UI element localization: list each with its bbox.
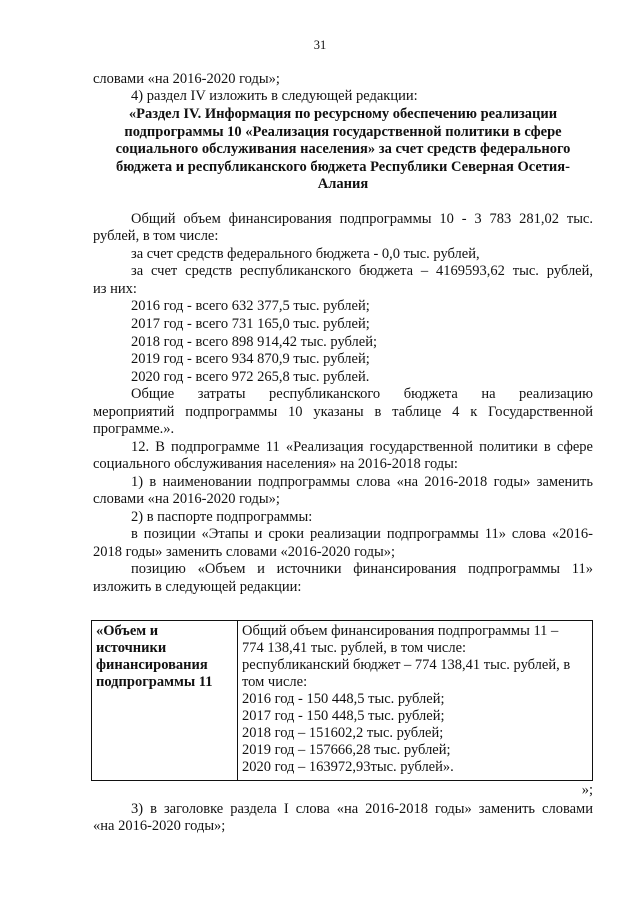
table-closing-quote: »; [581,782,593,798]
table-row [92,621,593,781]
value-line: 2019 год – 157666,28 тыс. рублей; [242,742,451,758]
year-line: 2017 год - всего 731 165,0 тыс. рублей; [131,316,370,332]
section-heading-line: подпрограммы 10 «Реализация государственной политики в сфере [124,124,562,140]
year-line: 2018 год - всего 898 914,42 тыс. рублей; [131,334,378,350]
year-line: 2016 год - всего 632 377,5 тыс. рублей; [131,298,370,314]
table-value-cell [238,621,593,781]
value-line: 774 138,41 тыс. рублей, в том числе: [242,640,467,656]
text-line: позицию «Объем и источники финансирования подпрограммы 11» [131,561,593,577]
value-line: том числе: [242,674,308,690]
financing-table [91,620,593,781]
text-line: из них: [93,281,137,297]
text-line: 2018 годы» заменить словами «2016-2020 годы»; [93,544,396,560]
year-line: 2020 год - всего 972 265,8 тыс. рублей. [131,369,370,385]
value-line: 2016 год - 150 448,5 тыс. рублей; [242,691,445,707]
text-line: изложить в следующей редакции: [93,579,302,595]
section-heading-line: «Раздел IV. Информация по ресурсному обеспечению реализации [128,106,558,122]
table-label-cell [92,621,238,781]
text-line: мероприятий подпрограммы 10 указаны в таблице 4 к Государственной [93,404,593,420]
value-line: 2020 год – 163972,93тыс. рублей». [242,759,454,775]
text-line: 4) раздел IV изложить в следующей редакции: [131,88,418,104]
text-line: социального обслуживания населения» на 2016-2018 годы: [93,456,458,472]
text-line: в позиции «Этапы и сроки реализации подпрограммы 11» слова «2016- [131,526,593,542]
text-line: за счет средств федерального бюджета - 0,0 тыс. рублей, [131,246,480,262]
section-heading-line: бюджета и республиканского бюджета Республики Северная Осетия- [116,159,570,175]
text-line: за счет средств республиканского бюджета – 4169593,62 тыс. рублей, [131,263,593,279]
text-line: «на 2016-2020 годы»; [93,818,226,834]
section-heading-line: социального обслуживания населения» за счет средств федерального [115,141,571,157]
text-line: 2) в паспорте подпрограммы: [131,509,313,525]
text-line: 1) в наименовании подпрограммы слова «на 2016-2018 годы» заменить [131,474,593,490]
label-line: источники [96,640,167,656]
text-line: Общий объем финансирования подпрограммы 10 - 3 783 281,02 тыс. [131,211,593,227]
label-line: подпрограммы 11 [96,674,213,690]
value-line: 2017 год - 150 448,5 тыс. рублей; [242,708,445,724]
text-line: программе.». [93,421,175,437]
section-heading-line: Алания [317,176,369,192]
label-line: финансирования [96,657,208,673]
page-number: 31 [313,38,327,52]
value-line: Общий объем финансирования подпрограммы 11 – [242,623,559,639]
label-line: «Объем и [96,623,159,639]
text-line: 12. В подпрограмме 11 «Реализация государственной политики в сфере [131,439,593,455]
text-line: словами «на 2016-2020 годы»; [93,71,280,87]
year-line: 2019 год - всего 934 870,9 тыс. рублей; [131,351,370,367]
text-line: рублей, в том числе: [93,228,219,244]
value-line: 2018 год – 151602,2 тыс. рублей; [242,725,444,741]
text-line: 3) в заголовке раздела I слова «на 2016-2018 годы» заменить словами [131,801,593,817]
text-line: Общие затраты республиканского бюджета на реализацию [131,386,593,402]
text-line: словами «на 2016-2020 годы»; [93,491,280,507]
value-line: республиканский бюджет – 774 138,41 тыс. рублей, в [242,657,571,673]
